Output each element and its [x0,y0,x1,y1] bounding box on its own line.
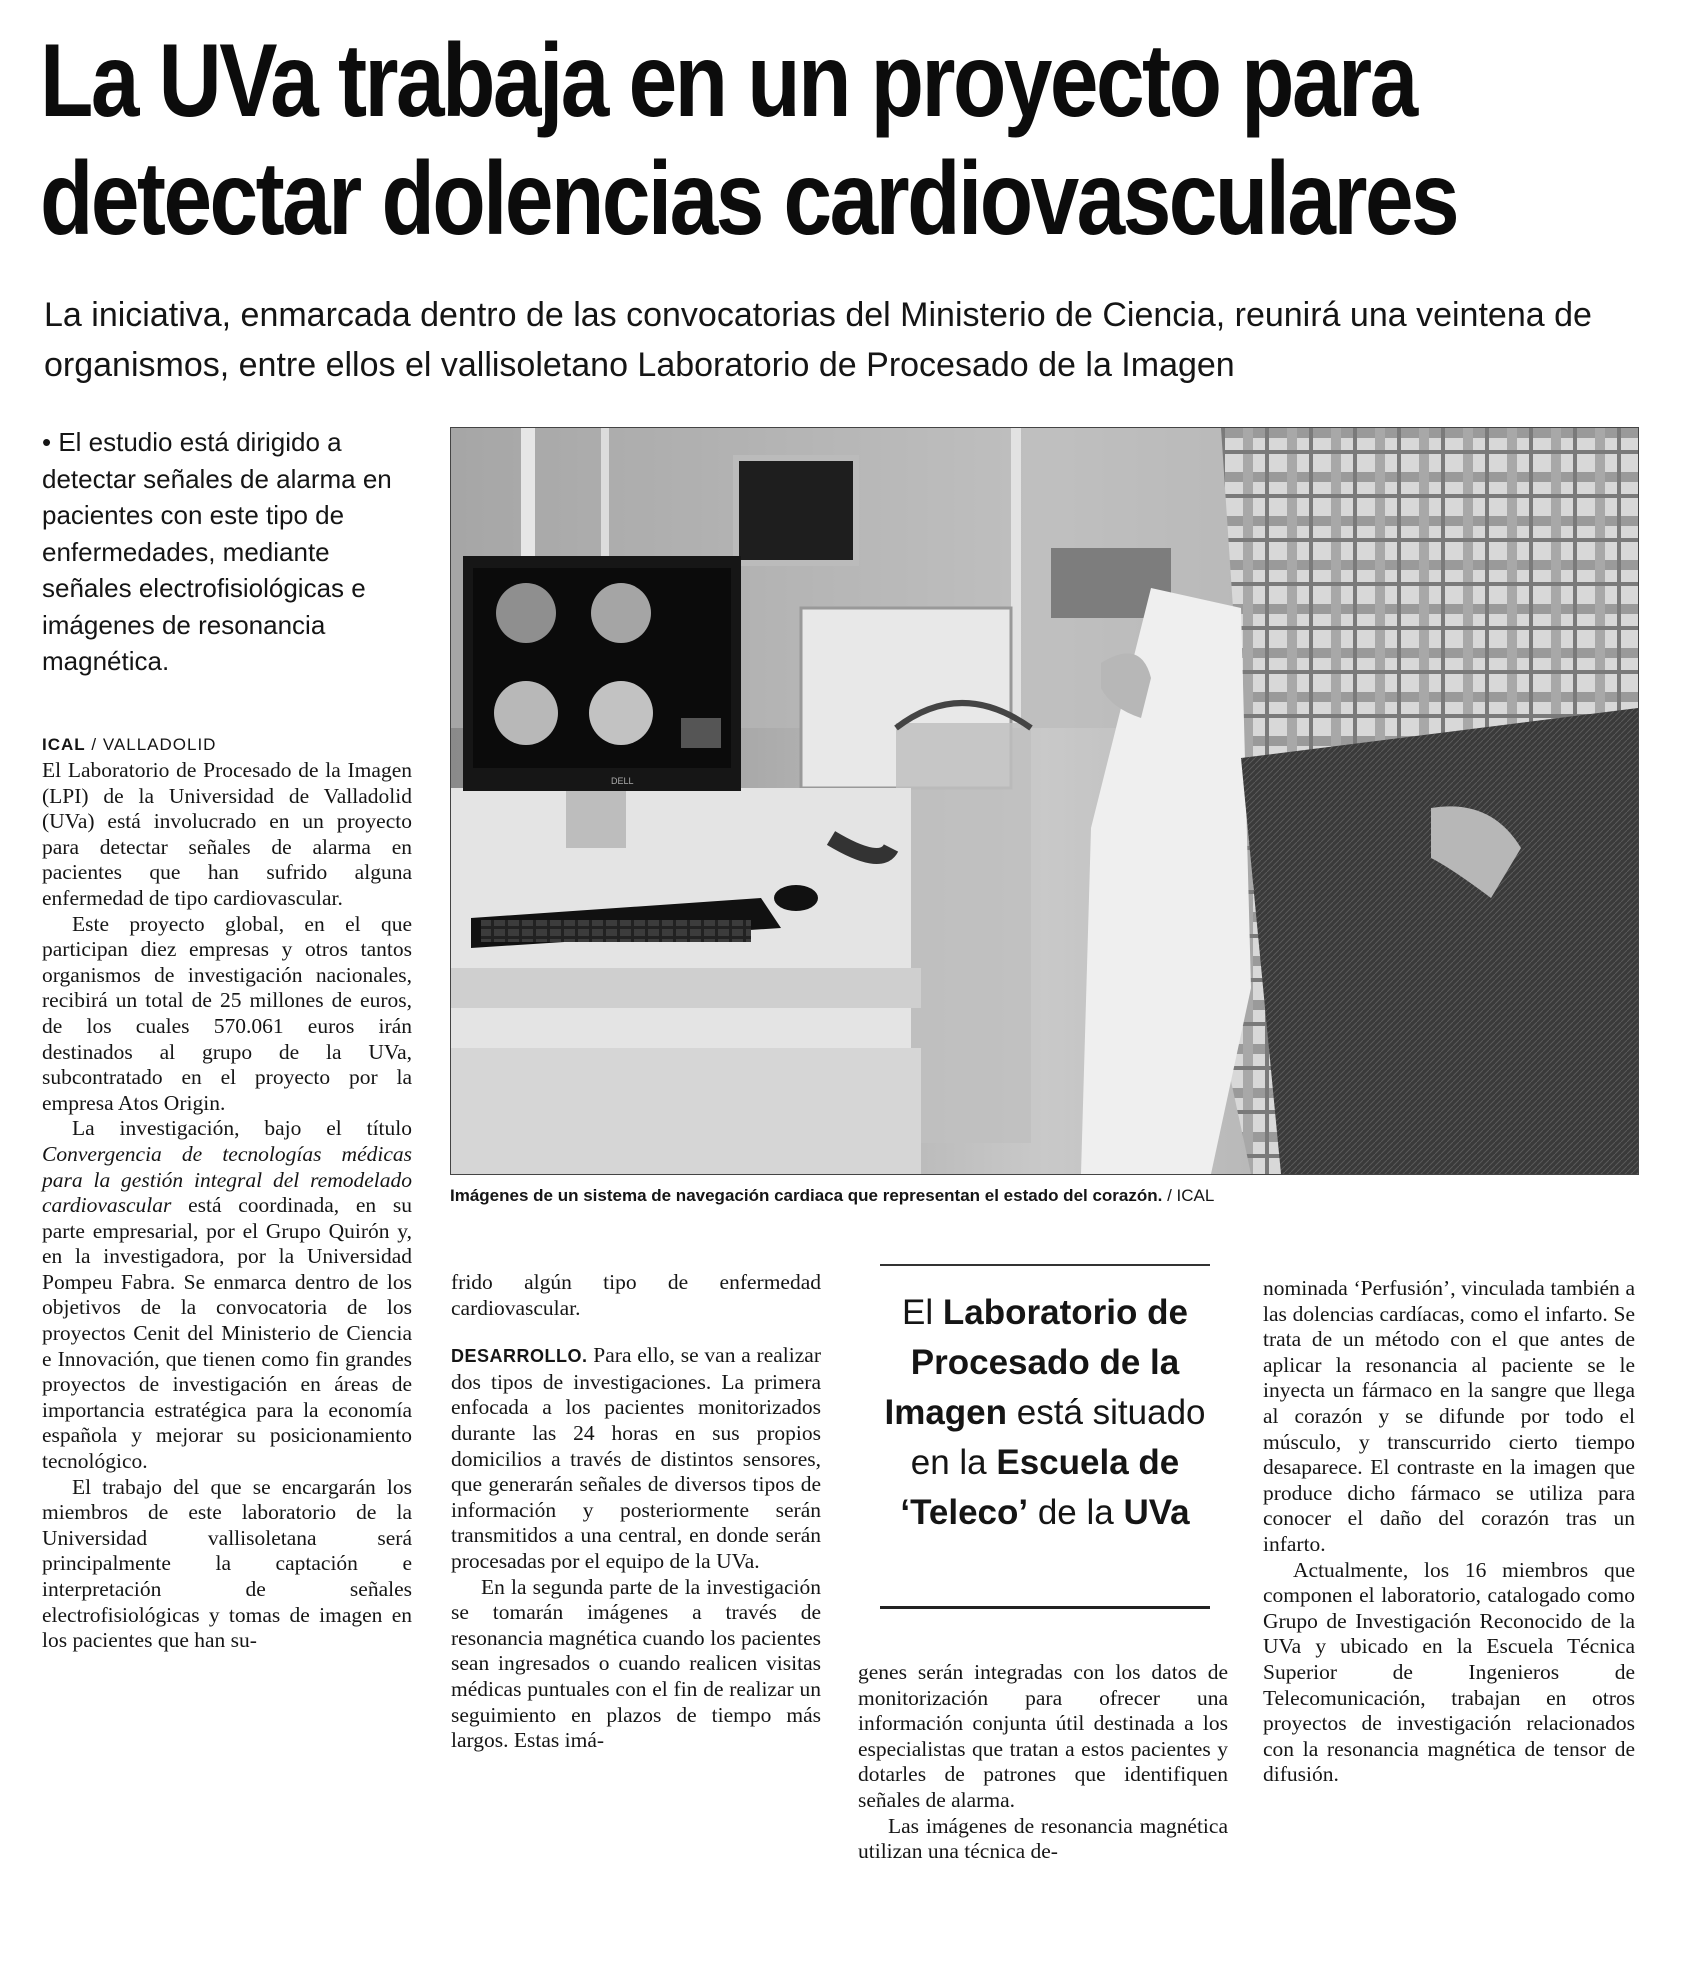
cardiac-image-1 [496,583,556,643]
cardiac-image-2 [591,583,651,643]
paragraph [451,1343,821,1574]
paragraph: Actualmente, los 16 miembros que componen el laboratorio, catalogado como Grupo de Investigación Reconocido de la UVa y ubicado en la Escuela Técnica Superior de Ingenieros de Telecomunicación, trabajan en otros proyectos de investigación relacionados con la resonancia magnética de tensor de difusión. [1263,1557,1635,1787]
paragraph: Este proyecto global, en el que participan diez empresas y otros tantos organismos de investigación nacionales, recibirá un total de 25 millones de euros, de los cuales 570.061 euros irán destinados al grupo de la UVa, subcontratado en el proyecto por la empresa Atos Origin. [42,911,412,1115]
lab-photo-illustration [451,428,1638,1174]
article-photo [450,427,1639,1175]
byline [42,735,216,755]
photo-caption [450,1186,1640,1206]
caption-text: Imágenes de un sistema de navegación cardiaca que representan el estado del corazón. [450,1186,1163,1205]
column-3 [858,1660,1228,1865]
background-monitor [736,458,856,563]
text: La investigación, bajo el título [72,1116,412,1141]
paragraph: nominada ‘Perfusión’, vinculada también a las dolencias cardíacas, como el infarto. Se trata de un método con el que antes de aplicar la resonancia al paciente se le inyecta un fármaco en la sangre que llega al corazón y se difunde por todo el músculo, y transcurrido cierto tiempo desaparece. El contraste en la imagen que produce dicho fármaco se utiliza para conocer el daño del corazón tras un infarto. [1263,1276,1635,1556]
cardiac-image-3 [494,681,558,745]
text: Para ello, se van a realizar dos tipos de investigaciones. La primera enfocada a los pacientes monitorizados durante las 24 horas en sus propios domicilios a través de distintos sensores, que generarán señales de diversos tipos de información y posteriormente serán transmitidos a una central, en donde serán procesadas por el equipo de la UVa. [451,1343,821,1573]
cardiac-image-4 [589,681,653,745]
monitor-stand [566,788,626,848]
section-heading: DESARROLLO. [451,1346,588,1367]
byline-place: VALLADOLID [102,735,217,754]
emphasis: Laboratorio de Procesado de la Imagen [884,1293,1188,1432]
text: de la [1028,1493,1124,1532]
project-title: Convergencia de tecnologías médicas para la gestión integral del remodelado cardiovascular [42,1141,412,1218]
person-jeans [1241,708,1638,1174]
column-4 [1263,1276,1635,1788]
column-1 [42,758,412,1938]
byline-agency: ICAL [42,735,86,754]
paragraph: genes serán integradas con los datos de monitorización para ofrecer una información conjunta útil destinada a los especialistas que tratan a estos pacientes y dotarles de patrones que identifiquen señales de alarma. [858,1660,1228,1812]
paragraph: El Laboratorio de Procesado de la Imagen (LPI) de la Universidad de Valladolid (UVa) está involucrado en un proyecto para detectar señales de alarma en pacientes que han sufrido alguna enfermedad de tipo cardiovascular. [42,758,412,910]
emphasis: UVa [1123,1493,1190,1532]
monitor-brand: DELL [611,776,634,786]
column-2 [451,1270,821,1754]
text: está coordinada, en su parte empresarial, por el Grupo Quirón y, en la investigadora, por la Universidad Pompeu Fabra. Se enmarca dentro de los objetivos de la convocatoria de los proyectos Cenit del Ministerio de Ciencia e Innovación, que tienen como fin grandes proyectos de investigación en áreas de importancia estratégica para la economía española y mejorar su posicionamiento tecnológico. [42,1193,412,1474]
subtitle: La iniciativa, enmarcada dentro de las convocatorias del Ministerio de Ciencia, reunirá una veintena de organismos, entre ellos el vallisoletano Laboratorio de Procesado de la Imagen [44,296,1592,384]
headline [40,22,1458,258]
text: está situado en la [910,1393,1206,1482]
paragraph: El trabajo del que se encargarán los miembros de este laboratorio de la Universidad vallisoletana será principalmente la captación e interpretación de señales electrofisiológicas y tomas de imagen en los pacientes que han su- [42,1474,412,1653]
headline-line-1: La UVa trabaja en un proyecto para [40,23,1416,139]
pull-quote [880,1264,1210,1609]
paragraph: frido algún tipo de enfermedad cardiovascular. [451,1270,821,1320]
paragraph [42,1116,412,1474]
photo-credit: / ICAL [1162,1186,1215,1205]
summary-bullet: • El estudio está dirigido a detectar señales de alarma en pacientes con este tipo de enfermedades, mediante señales electrofisiológicas e imágenes de resonancia magnética. [42,427,392,676]
text: El [902,1293,943,1332]
paragraph: Las imágenes de resonancia magnética utilizan una técnica de- [858,1813,1228,1864]
emphasis: Escuela de ‘Teleco’ [900,1443,1180,1532]
byline-separator: / [85,735,103,754]
paragraph: En la segunda parte de la investigación se tomarán imágenes a través de resonancia magnética cuando los pacientes sean ingresados o cuando realicen visitas médicas puntuales con el fin de realizar un seguimiento en plazos de tiempo más largos. Estas imá- [451,1574,821,1753]
mouse [774,885,818,911]
headline-line-2: detectar dolencias cardiovasculares [40,141,1458,257]
